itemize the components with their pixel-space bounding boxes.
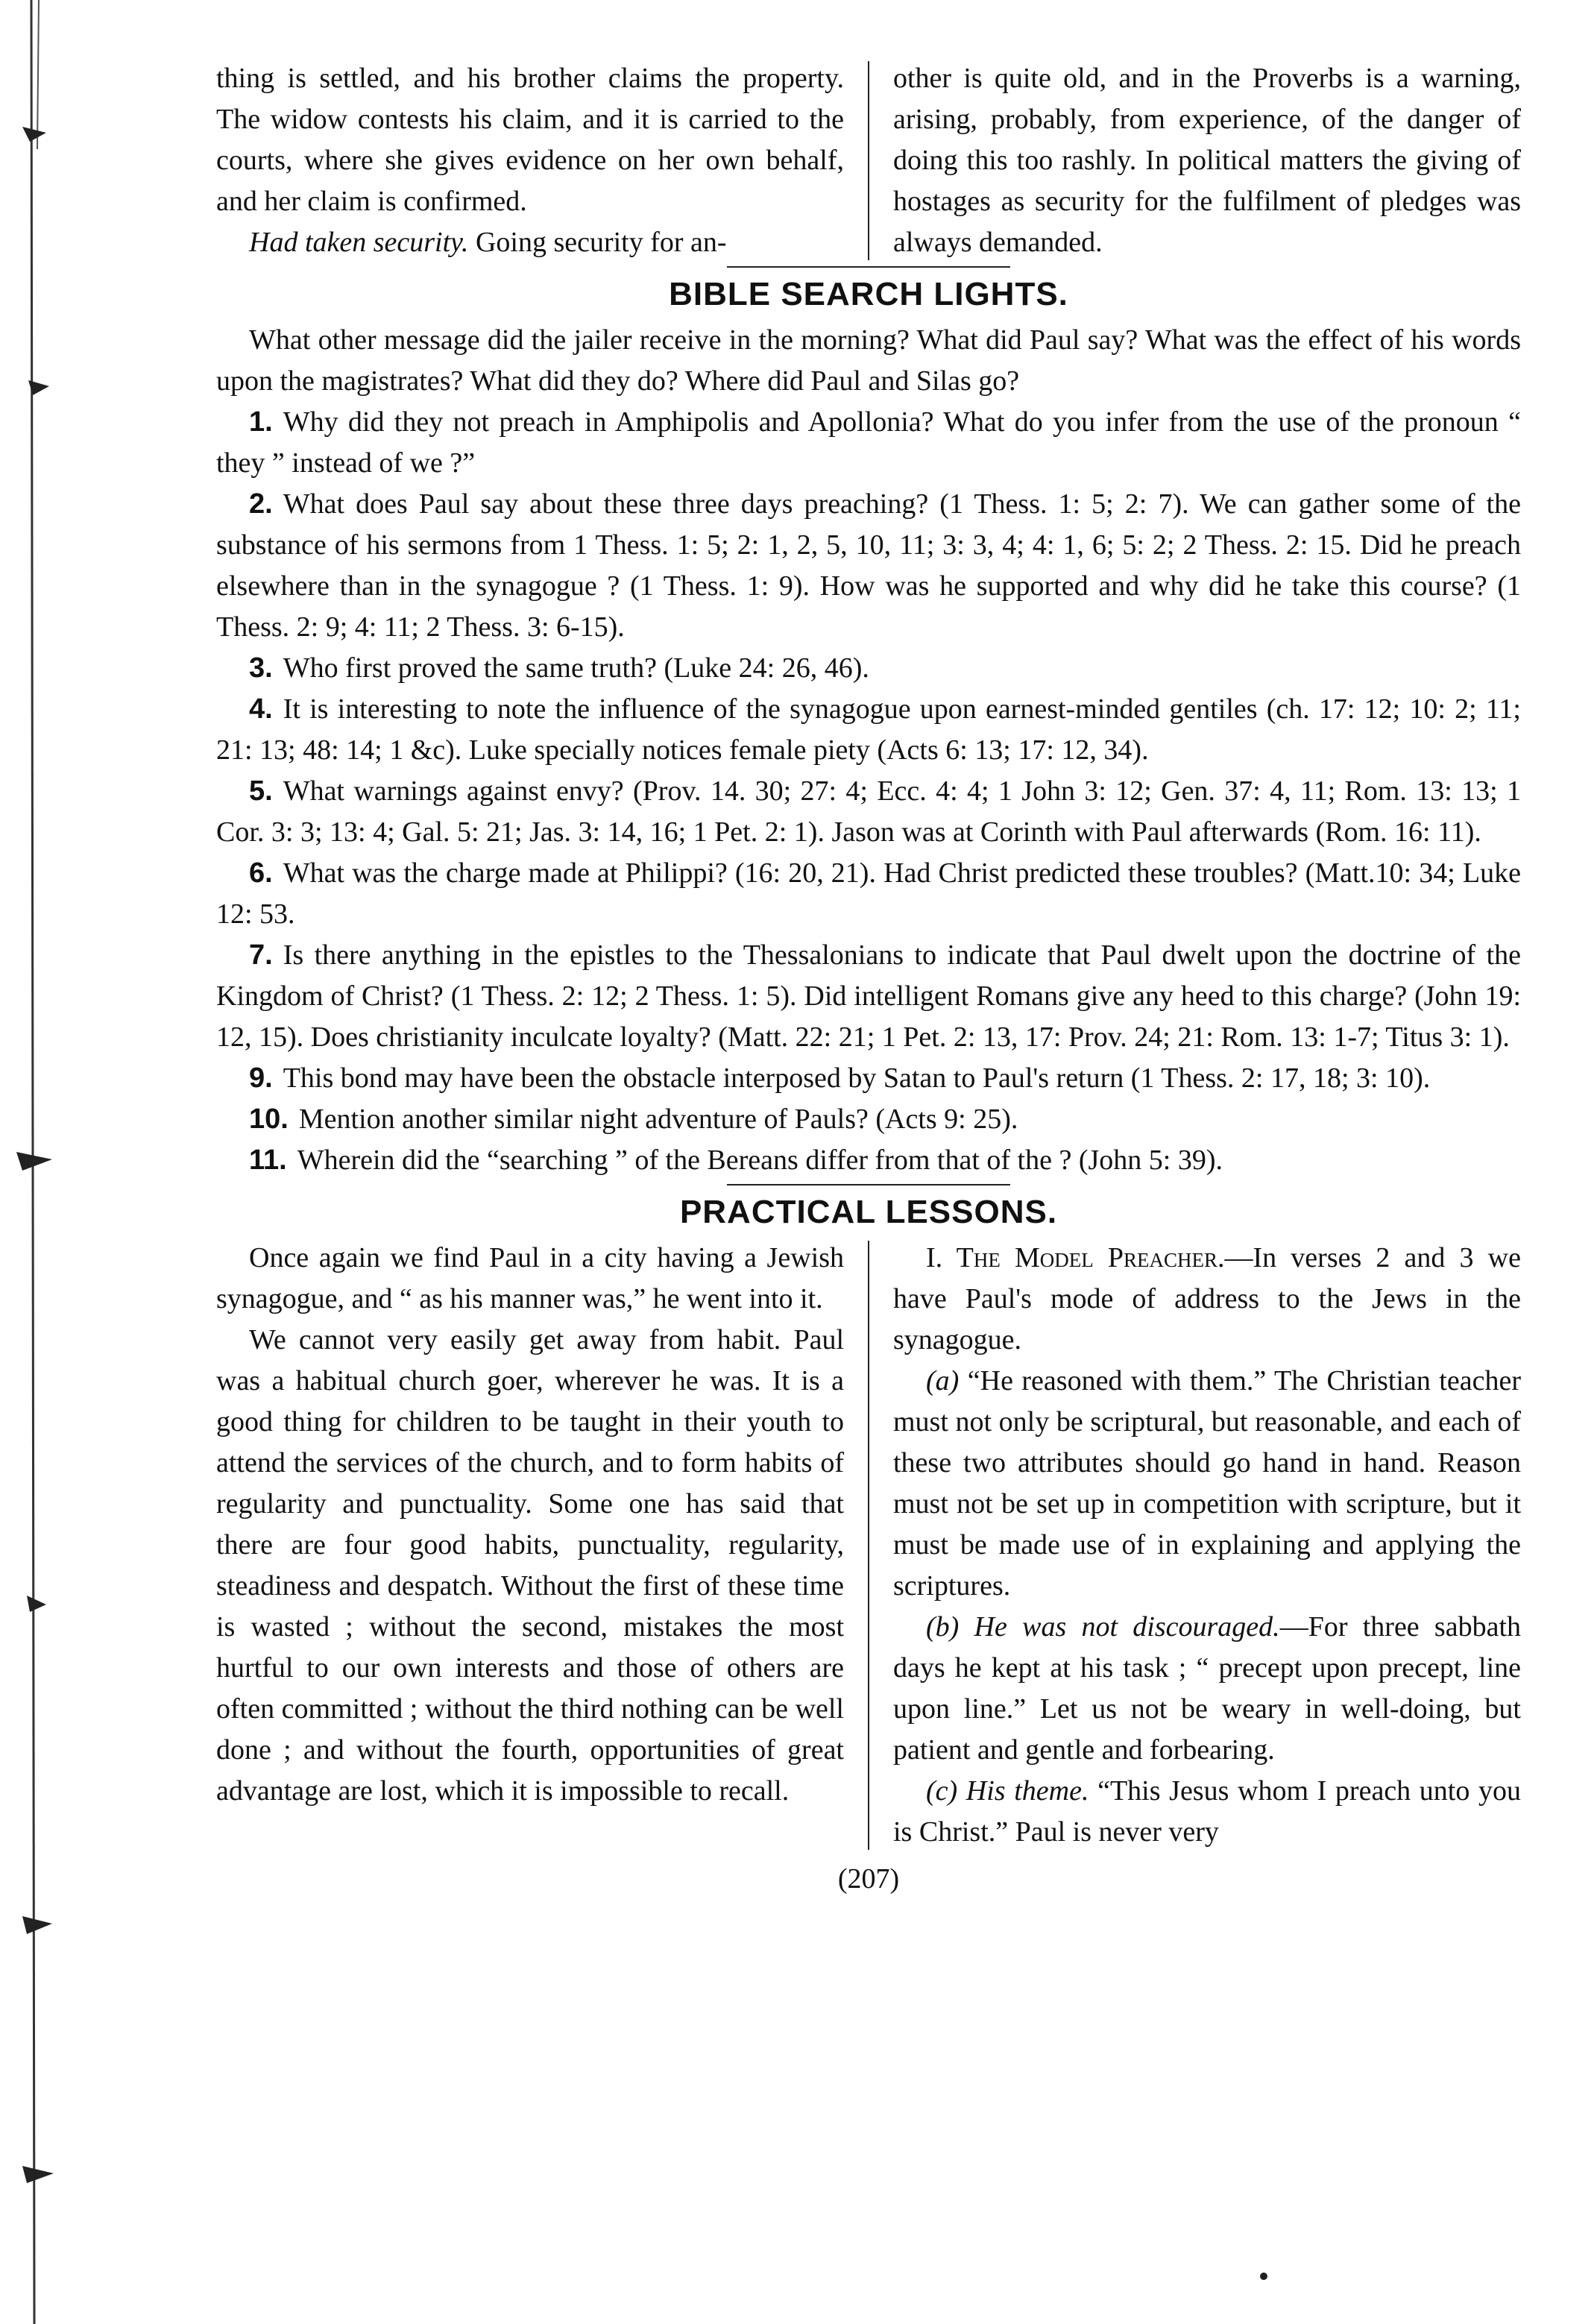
practical-left-paragraph: We cannot very easily get away from habit. Paul was a habitual church goer, wherever he was. It is a good thing for children to be taught in their youth to attend the services of the church, and to form habits of regularity and punctuality. Some one has said that there are four good habits, punctuality, regularity, steadiness and despatch. Without the first of these time is wasted ; without the second, mistakes the most hurtful to our own interests and those of others are often committed ; without the third nothing can be well done ; and without the fourth, opportunities of great advantage are lost, which it is impossible to recall. [216,1324,844,1807]
practical-left-paragraph: Once again we find Paul in a city having a Jewish synagogue, and “ as his manner was,” he went into it. [216,1242,844,1314]
top-left-column [216,58,844,263]
question-text: It is interesting to note the influence of the synagogue upon earnest-minded gentiles (ch. 17: 12; 10: 2; 11; 21: 13; 48: 14; 1 &c). Luke specially notices female piety (Acts 6: 13; 17: 12, 34). [216,693,1521,766]
question-item [216,689,1521,771]
term-had-taken-security: Had taken security. [249,227,469,258]
practical-right-paragraph [893,1771,1521,1853]
page-number: (207) [837,1863,900,1895]
question-item [216,853,1521,935]
question-item [216,1140,1521,1181]
section-rule [727,266,1010,268]
book-page [216,58,1521,1900]
paragraph-text: —For three sabbath days he kept at his task ; “ precept upon precept, line upon line.” Let us not be weary in well-doing, but patient and gentle and forbearing. [893,1611,1521,1766]
model-preacher-lead: I. The Model Preacher. [926,1242,1225,1273]
question-text: What was the charge made at Philippi? (16: 20, 21). Had Christ predicted these troubles? (Matt.10: 34; Luke 12: 53. [216,857,1521,930]
question-item [216,648,1521,689]
practical-right-paragraph [893,1607,1521,1771]
question-number: 7. [249,939,273,971]
question-number: 4. [249,693,273,725]
question-text: Is there anything in the epistles to the Thessalonians to indicate that Paul dwelt upon the doctrine of the Kingdom of Christ? (1 Thess. 2: 12; 2 Thess. 1: 5). Did intelligent Romans give any heed to this charge? (John 19: 12, 15). Does christianity inculcate loyalty? (Matt. 22: 21; 1 Pet. 2: 13, 17: Prov. 24; 21: Rom. 13: 1-7; Titus 3: 1). [216,939,1521,1053]
paragraph-text: “He reasoned with them.” The Christian teacher must not only be scriptural, but reasonable, and each of these two attributes should go hand in hand. Reason must not be set up in competition with scripture, but it must be made use of in explaining and applying the scriptures. [893,1365,1521,1602]
practical-left-column [216,1238,844,1853]
point-c-lead: (c) His theme. [926,1775,1089,1807]
question-list [216,402,1521,1181]
question-item [216,484,1521,648]
question-number: 1. [249,406,273,438]
question-number: 3. [249,652,273,684]
top-left-security-paragraph [216,222,844,263]
question-text: What warnings against envy? (Prov. 14. 30; 27: 4; Ecc. 4: 4; 1 John 3: 12; Gen. 37: 4, 11; Rom. 13: 13; 1 Cor. 3: 3; 13: 4; Gal. 5: 21; Jas. 3: 14, 16; 1 Pet. 2: 1). Jason was at Corinth with Paul afterwards (Rom. 16: 11). [216,775,1521,848]
bible-search-heading: BIBLE SEARCH LIGHTS. [669,276,1068,312]
paragraph-text: “This Jesus whom I preach unto you is Christ.” Paul is never very [893,1775,1521,1848]
question-text: This bond may have been the obstacle interposed by Satan to Paul's return (1 Thess. 2: 17, 18; 3: 10). [283,1062,1431,1094]
question-text: What does Paul say about these three days preaching? (1 Thess. 1: 5; 2: 7). We can gather some of the substance of his sermons from 1 Thess. 1: 5; 2: 1, 2, 5, 10, 11; 3: 3, 4; 4: 1, 6; 5: 2; 2 Thess. 2: 15. Did he preach elsewhere than in the synagogue ? (1 Thess. 1: 9). How was he supported and why did he take this course? (1 Thess. 2: 9; 4: 11; 2 Thess. 3: 6-15). [216,488,1521,643]
question-number: 9. [249,1062,273,1094]
practical-right-column [893,1238,1521,1853]
term-definition: Going security for an- [468,227,727,258]
question-item [216,771,1521,853]
question-number: 2. [249,488,273,520]
question-item [216,935,1521,1058]
question-text: Mention another similar night adventure of Pauls? (Acts 9: 25). [298,1103,1018,1135]
practical-right-paragraph [893,1361,1521,1607]
question-text: Who first proved the same truth? (Luke 24: 26, 46). [283,652,869,684]
question-number: 10. [249,1103,289,1135]
question-number: 5. [249,775,273,807]
print-speck [1260,2273,1267,2280]
top-right-paragraph: other is quite old, and in the Proverbs is a warning, arising, probably, from experience, of the danger of doing this too rashly. In political matters the giving of hostages as security for the fulfilment of pledges was always demanded. [893,63,1521,258]
point-a-lead: (a) [926,1365,960,1396]
question-text: Why did they not preach in Amphipolis and Apollonia? What do you infer from the use of the pronoun “ they ” instead of we ?” [216,406,1521,479]
question-number: 11. [249,1144,287,1176]
practical-columns [216,1238,1521,1853]
paragraph-text: —In verses 2 and 3 we have Paul's mode of address to the Jews in the synagogue. [893,1242,1521,1355]
practical-right-paragraph [893,1238,1521,1361]
question-item [216,1099,1521,1140]
top-left-paragraph: thing is settled, and his brother claims the property. The widow contests his claim, and it is carried to the courts, where she gives evidence on her own behalf, and her claim is confirmed. [216,63,844,217]
point-b-lead: (b) He was not discouraged. [926,1611,1280,1643]
question-number: 6. [249,857,273,889]
binding-edge [0,0,67,2324]
bible-intro: What other message did the jailer receive in the morning? What did Paul say? What was the effect of his words upon the magistrates? What did they do? Where did Paul and Silas go? [216,324,1521,397]
question-item [216,402,1521,484]
column-divider [868,61,869,260]
column-divider [868,1241,869,1850]
top-right-column [893,58,1521,263]
question-item [216,1058,1521,1099]
question-text: Wherein did the “searching ” of the Bereans differ from that of the ? (John 5: 39). [297,1144,1223,1176]
practical-lessons-heading: PRACTICAL LESSONS. [679,1194,1058,1230]
top-columns [216,58,1521,263]
section-rule [727,1184,1010,1185]
